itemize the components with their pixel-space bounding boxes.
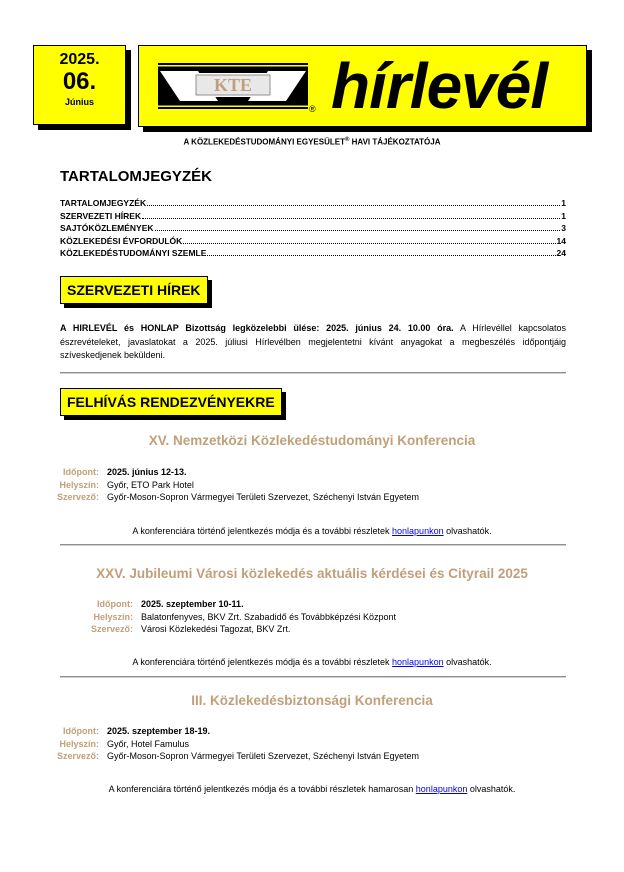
- kte-logo-graphic: [158, 63, 308, 109]
- logo-text: KTE: [213, 75, 253, 95]
- toc-item-page: 3: [561, 223, 566, 233]
- toc-item-page: 1: [561, 198, 566, 208]
- subtitle-text: A KÖZLEKEDÉSTUDOMÁNYI EGYESÜLET: [183, 137, 345, 147]
- section-heading-events: FELHÍVÁS RENDEZVÉNYEKRE: [60, 388, 282, 416]
- issue-month-name: Június: [64, 97, 94, 107]
- toc-leader: [155, 230, 561, 231]
- toc-heading: TARTALOMJEGYZÉK: [60, 168, 212, 185]
- newsletter-title-box: [138, 45, 587, 127]
- event-details: [42, 466, 419, 504]
- event-title: III. Közlekedésbiztonsági Konferencia: [191, 693, 433, 708]
- news-text: A Hírlevéllel kapcsolatos észrevételeket, javaslatokat a 2025. júliusi Hírlevélben megjelentetni kívánt anyagokat a megbeszélés időpontjáig szíveskedjenek beküldeni.: [60, 323, 566, 360]
- event-organizer-label: Szervező:: [56, 492, 99, 502]
- newsletter-subtitle: [0, 137, 624, 147]
- toc-item-page: 24: [556, 248, 566, 258]
- kte-logo: [158, 63, 308, 109]
- event-date-label: Időpont:: [63, 726, 99, 736]
- event-organizer-label: Szervező:: [56, 751, 99, 761]
- divider: [60, 372, 566, 374]
- toc-leader: [183, 243, 555, 244]
- event-note: [0, 526, 624, 536]
- event-note-text: A konferenciára történő jelentkezés módja és a további részletek hamarosan: [108, 784, 416, 794]
- toc-item[interactable]: [60, 236, 566, 249]
- toc-item[interactable]: [60, 248, 566, 261]
- event-date: 2025. szeptember 18-19.: [107, 726, 211, 736]
- toc-item[interactable]: [60, 198, 566, 211]
- event-date: 2025. szeptember 10-11.: [141, 599, 244, 609]
- toc-item-label: SAJTÓKÖZLEMÉNYEK: [60, 223, 154, 233]
- event-place-label: Helyszín:: [59, 479, 99, 490]
- event-title: XV. Nemzetközi Közlekedéstudományi Konferencia: [148, 433, 476, 448]
- event-title: XXV. Jubileumi Városi közlekedés aktuális kérdései és Cityrail 2025: [96, 566, 528, 581]
- event-note-end: olvashatók.: [443, 657, 492, 667]
- subtitle-registered: ®: [344, 137, 350, 143]
- toc-leader: [207, 255, 555, 256]
- toc-item-label: SZERVEZETI HÍREK: [60, 210, 142, 221]
- event-details: [42, 725, 419, 763]
- event-details: [76, 598, 396, 636]
- event-date-label: Időpont:: [97, 599, 133, 609]
- issue-date-box: [33, 45, 126, 125]
- registered-mark: ®: [309, 104, 316, 114]
- toc-item-label: TARTALOMJEGYZÉK: [60, 198, 147, 208]
- website-link[interactable]: honlapunkon: [415, 784, 468, 794]
- toc-leader: [142, 218, 560, 219]
- event-place: Győr, Hotel Famulus: [107, 738, 190, 749]
- event-note-end: olvashatók.: [443, 526, 492, 536]
- website-link[interactable]: honlapunkon: [392, 657, 444, 667]
- toc-item-page: 1: [561, 210, 566, 221]
- event-note-text: A konferenciára történő jelentkezés módja és a további részletek: [132, 657, 393, 667]
- event-place-label: Helyszín:: [93, 611, 133, 622]
- event-note-end: olvashatók.: [467, 784, 516, 794]
- toc-item[interactable]: [60, 223, 566, 236]
- event-date-label: Időpont:: [63, 467, 99, 477]
- event-note: [0, 784, 624, 794]
- website-link[interactable]: honlapunkon: [392, 526, 444, 536]
- event-note: [0, 657, 624, 667]
- event-organizer: Győr-Moson-Sopron Vármegyei Területi Szervezet, Széchenyi István Egyetem: [107, 751, 419, 761]
- table-of-contents: [60, 198, 566, 261]
- toc-item[interactable]: [60, 211, 566, 224]
- event-place-label: Helyszín:: [59, 738, 99, 749]
- toc-leader: [147, 205, 560, 206]
- issue-month-number: 06.: [62, 68, 97, 95]
- event-note-text: A konferenciára történő jelentkezés módja és a további részletek: [132, 526, 393, 536]
- event-organizer: Győr-Moson-Sopron Vármegyei Területi Szervezet, Széchenyi István Egyetem: [107, 492, 419, 502]
- event-organizer: Városi Közlekedési Tagozat, BKV Zrt.: [141, 624, 291, 634]
- event-date: 2025. június 12-13.: [107, 467, 187, 477]
- event-organizer-label: Szervező:: [90, 624, 133, 634]
- newsletter-title: hírlevél: [331, 50, 548, 122]
- toc-item-label: KÖZLEKEDÉSTUDOMÁNYI SZEMLE: [60, 248, 207, 258]
- event-place: Balatonfenyves, BKV Zrt. Szabadidő és Továbbképzési Központ: [141, 611, 396, 622]
- subtitle-text-end: HAVI TÁJÉKOZTATÓJA: [349, 137, 441, 147]
- section-heading-news: SZERVEZETI HÍREK: [60, 276, 208, 304]
- event-place: Győr, ETO Park Hotel: [107, 479, 194, 490]
- news-paragraph: [60, 322, 566, 363]
- toc-item-page: 14: [556, 235, 566, 246]
- toc-item-label: KÖZLEKEDÉSI ÉVFORDULÓK: [60, 235, 183, 246]
- issue-year: 2025.: [59, 51, 100, 68]
- divider: [60, 544, 566, 546]
- news-meeting-notice: A HIRLEVÉL és HONLAP Bizottság legközelebbi ülése: 2025. június 24. 10.00 óra.: [60, 323, 454, 333]
- divider: [60, 676, 566, 678]
